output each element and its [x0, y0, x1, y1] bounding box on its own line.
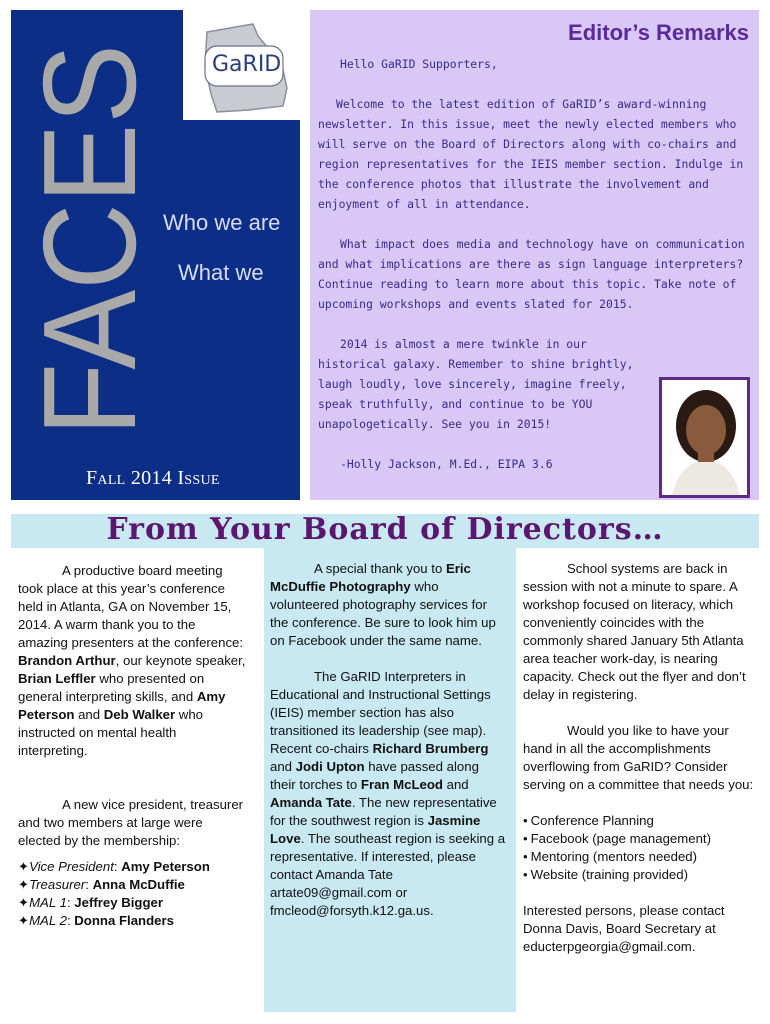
- board-title: From Your Board of Directors…: [106, 512, 664, 547]
- board-column-3: [523, 560, 755, 956]
- tagline-who-we-are: Who we are: [163, 210, 281, 235]
- board-col2-paragraph-2: The GaRID Interpreters in Educational and Instructional Settings (IEIS) member section has also transitioned its leadership (see map). Recent co-chairs Richard Brumberg and Jodi Upton have passed along their torches to Fran McLeod and Amanda Tate. The new representative for the southwest region is Jasmine Love. The southeast region is seeking a representative. If interested, please contact Amanda Tate artate09@gmail.com or fmcleod@forsyth.k12.ga.us.: [270, 669, 506, 918]
- board-banner: [11, 514, 759, 548]
- board-col1-paragraph-2: A new vice president, treasurer and two members at large were elected by the membership:: [18, 797, 244, 848]
- board-column-1: [18, 562, 248, 930]
- editor-signature: -Holly Jackson, M.Ed., EIPA 3.6: [340, 457, 553, 471]
- committee-item: • Facebook (page management): [523, 830, 755, 848]
- faces-title-text: FACES: [16, 3, 163, 436]
- editor-paragraph-3: 2014 is almost a mere twinkle in our historical galaxy. Remember to shine brightly, laugh loudly, love sincerely, imagine freely, speak truthfully, and continue to be YOU unapologetically. See you in 2015!: [318, 337, 634, 431]
- editor-photo: [659, 377, 750, 498]
- faces-title: [16, 3, 163, 436]
- editor-greeting: Hello GaRID Supporters,: [340, 57, 498, 71]
- officer-item: ✦Vice President: Amy Peterson: [18, 859, 210, 874]
- board-col2-paragraph-1: A special thank you to Eric McDuffie Photography who volunteered photography services for the conference. Be sure to look him up on Facebook under the same name.: [270, 561, 496, 648]
- board-col3-paragraph-3: Interested persons, please contact Donna Davis, Board Secretary at educterpgeorgia@gmail.com.: [523, 903, 725, 954]
- officer-item: ✦MAL 1: Jeffrey Bigger: [18, 895, 163, 910]
- board-col1-paragraph-1: A productive board meeting took place at this year’s conference held in Atlanta, GA on November 15, 2014. A warm thank you to the amazing presenters at the conference: Brandon Arthur, our keynote speaker, Brian Leffler who presented on general interpreting skills, and Amy Peterson and Deb Walker who instructed on mental health interpreting.: [18, 563, 246, 758]
- logo-text: GaRID: [212, 52, 282, 77]
- editors-remarks-title: Editor’s Remarks: [568, 20, 749, 45]
- board-column-2: [270, 560, 508, 920]
- issue-label: Fall 2014 Issue: [86, 467, 220, 489]
- editor-paragraph-2: What impact does media and technology have on communication and what implications are there as sign language interpreters? Continue reading to learn more about this topic. Take note of upcoming workshops and events slated for 2015.: [318, 237, 745, 311]
- committee-list: [523, 812, 755, 884]
- committee-item: • Conference Planning: [523, 812, 755, 830]
- committee-item: • Mentoring (mentors needed): [523, 848, 755, 866]
- board-col3-paragraph-1: School systems are back in session with not a minute to spare. A workshop focused on literacy, which conveniently coincides with the commonly shared January 5th Atlanta area teacher work-day, is nearing capacity. Check out the flyer and don’t delay in registering.: [523, 561, 746, 702]
- board-col3-paragraph-2: Would you like to have your hand in all the accomplishments overflowing from GaRID? Consider serving on a committee that needs you:: [523, 723, 754, 792]
- committee-item: • Website (training provided): [523, 866, 755, 884]
- officer-list: [18, 858, 248, 930]
- officer-item: ✦MAL 2: Donna Flanders: [18, 913, 174, 928]
- editor-paragraph-1: Welcome to the latest edition of GaRID’s award-winning newsletter. In this issue, meet the newly elected members who will serve on the Board of Directors along with co-chairs and region representatives for the IEIS member section. Indulge in the conference photos that illustrate the involvement and enjoyment of all in attendance.: [318, 97, 744, 211]
- tagline-what-we: What we: [178, 260, 264, 285]
- officer-item: ✦Treasurer: Anna McDuffie: [18, 877, 185, 892]
